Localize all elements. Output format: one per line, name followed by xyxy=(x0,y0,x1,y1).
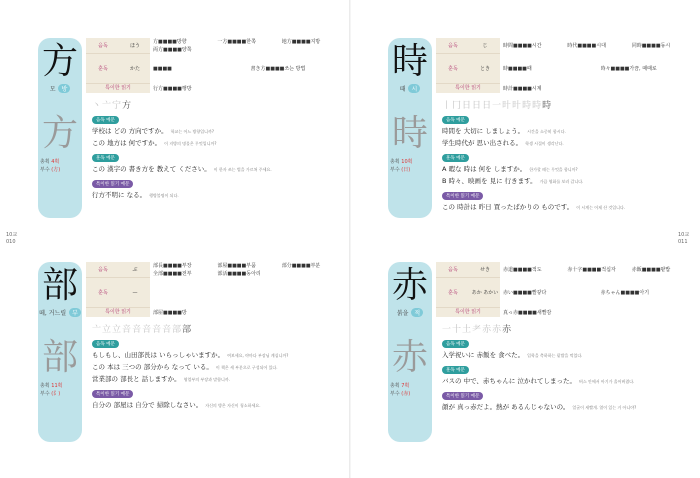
stroke-step: 部 xyxy=(172,325,183,335)
example-translation: 행방불명이 되다. xyxy=(149,193,179,198)
example-sentence: もしもし、山田部長は いらっしゃいますか。 여보세요, 야마다 부장님 계십니까? xyxy=(92,351,289,359)
stroke-step: 丶 xyxy=(92,101,103,111)
kunyomi-word: 時々■■■■가끔, 때때로 xyxy=(600,66,657,72)
section-label: 음독 예문 xyxy=(92,340,119,348)
special-reading-row: 특이한 읽기 真っ赤■■■■새빨감 xyxy=(436,308,698,317)
section-label: 음독 예문 xyxy=(442,340,469,348)
kanji-character-grey: 時 xyxy=(391,113,428,154)
special-reading-row: 특이한 읽기 行方■■■■행방 xyxy=(86,84,348,93)
special-reading-row: 특이한 읽기 部屋■■■■방 xyxy=(86,308,348,317)
example-translation: 이 시계는 어제 산 것입니다. xyxy=(576,205,626,210)
kanji-sound-pill: 적 xyxy=(411,308,423,317)
kunyomi-word: 書き方■■■■쓰는 방법 xyxy=(250,66,306,72)
kanji-character-grey: 赤 xyxy=(391,337,428,378)
onyomi-word: 赤道■■■■적도 xyxy=(503,267,542,273)
kanji-meaning: 때 시 xyxy=(388,84,432,93)
reading-table xyxy=(86,262,348,317)
stroke-step: 立 xyxy=(102,325,113,335)
stroke-step: 赤 xyxy=(492,325,503,335)
example-sentence: 学生時代が 思い出される。 학생 시절이 생각난다. xyxy=(442,139,564,147)
stroke-step: 部 xyxy=(182,325,193,335)
example-translation: 이 지방의 명물은 무엇입니까? xyxy=(164,141,217,146)
onyomi-word: 同時■■■■동시 xyxy=(631,43,671,49)
kanji-card xyxy=(388,38,698,238)
stroke-step: 丨 xyxy=(442,101,453,111)
onyomi-word: 部屋■■■■부품 xyxy=(217,263,256,269)
reading-table xyxy=(436,262,698,317)
stroke-step: 亠 xyxy=(102,101,113,111)
example-sentence: 営業部の 部長と 話しますか。 영업부의 부장과 말합니까. xyxy=(92,375,230,383)
stroke-order xyxy=(442,322,512,335)
kanji-card xyxy=(38,262,348,462)
kunyomi-word: 時■■■■때 xyxy=(503,66,532,72)
example-translation: 자신의 방은 자신이 청소하세요. xyxy=(205,403,261,408)
example-sentence: 行方不明に なる。 행방불명이 되다. xyxy=(92,191,179,199)
onyomi-word: 部長■■■■부장 xyxy=(153,263,192,269)
onyomi-row: 음독 ほう 方■■■■방향 一方■■■■한쪽 地方■■■■지방 両方■■■■양쪽 xyxy=(86,38,348,54)
section-label: 훈독 예문 xyxy=(442,366,469,374)
section-label: 특이한 읽기 예문 xyxy=(92,390,133,398)
special-reading-word: 真っ赤■■■■새빨감 xyxy=(503,309,552,316)
special-reading-word: 時計■■■■시계 xyxy=(503,85,542,92)
example-translation: 가끔 영화를 보러 갑니다. xyxy=(539,179,584,184)
example-sentence: この 時計は 昨日 買ったばかりの ものです。 이 시계는 어제 산 것입니다. xyxy=(442,203,626,211)
kanji-character: 部 xyxy=(41,265,78,306)
example-sentence: 学校は どの 方向ですか。 학교는 어느 방향입니까? xyxy=(92,127,214,135)
example-translation: 학생 시절이 생각난다. xyxy=(525,141,564,146)
example-translation: 여보세요, 야마다 부장님 계십니까? xyxy=(227,353,289,358)
stroke-step: 咅 xyxy=(162,325,173,335)
kanji-meaning: 모 방 xyxy=(38,84,82,93)
stroke-info: 총획 11획 부수 (阝) xyxy=(40,383,63,397)
section-label: 훈독 예문 xyxy=(442,154,469,162)
stroke-step: 咅 xyxy=(122,325,133,335)
stroke-step: 立 xyxy=(112,325,123,335)
section-label: 훈독 예문 xyxy=(92,154,119,162)
kunyomi-row: 훈독 — xyxy=(86,278,348,308)
kanji-character-grey: 部 xyxy=(41,337,78,378)
stroke-step: 咅 xyxy=(152,325,163,335)
onyomi-word: 一方■■■■한쪽 xyxy=(217,39,256,45)
kanji-sound-pill: 방 xyxy=(58,84,70,93)
kanji-sound-pill: 시 xyxy=(408,84,420,93)
onyomi-word: 全部■■■■전부 xyxy=(153,271,192,277)
onyomi-word: 時間■■■■시간 xyxy=(503,43,542,49)
onyomi-row: 음독 ぶ 部長■■■■부장 部屋■■■■부품 部分■■■■부분 全部■■■■전부 部活■■■■동아리 xyxy=(86,262,348,278)
stroke-info: 총획 7획 부수 (赤) xyxy=(390,383,411,397)
kunyomi-word: ■■■■ xyxy=(153,65,172,72)
onyomi-word: 両方■■■■양쪽 xyxy=(153,47,192,53)
stroke-info: 총획 10획 부수 (日) xyxy=(390,159,413,173)
kunyomi-row: 훈독 かた ■■■■ 書き方■■■■쓰는 방법 xyxy=(86,54,348,84)
stroke-step: 日 xyxy=(472,101,483,111)
kanji-character-grey: 方 xyxy=(41,113,78,154)
example-sentence: A 暇な 時は 何を しますか。 한가할 때는 무엇을 합니까? xyxy=(442,165,578,173)
kanji-character: 赤 xyxy=(391,265,428,306)
spread-divider xyxy=(349,0,351,478)
onyomi-word: 時代■■■■시대 xyxy=(567,43,606,49)
stroke-step: 赤 xyxy=(482,325,493,335)
stroke-step: 日 xyxy=(462,101,473,111)
section-label: 음독 예문 xyxy=(442,116,469,124)
example-translation: 이 한자 쓰는 법을 가르쳐 주세요. xyxy=(213,167,272,172)
stroke-step: 方 xyxy=(122,101,133,111)
example-translation: 영업부의 부장과 말합니까. xyxy=(183,377,230,382)
example-sentence: この 漢字の 書き方を 教えて ください。 이 한자 쓰는 법을 가르쳐 주세요. xyxy=(92,165,272,173)
kanji-character: 時 xyxy=(391,41,428,82)
stroke-step: 一 xyxy=(442,325,453,335)
special-reading-word: 部屋■■■■방 xyxy=(153,309,187,316)
onyomi-word: 方■■■■방향 xyxy=(153,39,187,45)
section-label: 특이한 읽기 예문 xyxy=(442,192,483,200)
special-reading-word: 行方■■■■행방 xyxy=(153,85,192,92)
example-translation: 한가할 때는 무엇을 합니까? xyxy=(529,167,578,172)
stroke-order xyxy=(92,98,132,111)
kanji-meaning: 떼, 거느릴 부 xyxy=(38,308,82,317)
example-sentence: 入学祝いに 赤飯を 食べた。 입학을 축하하는 팥밥을 먹었다. xyxy=(442,351,583,359)
onyomi-word: 赤十字■■■■적십자 xyxy=(567,267,616,273)
onyomi-word: 部分■■■■부분 xyxy=(281,263,321,269)
stroke-order xyxy=(442,98,552,111)
kunyomi-word: 赤い■■■■빨갛다 xyxy=(503,290,547,296)
onyomi-row: 음독 せき 赤道■■■■적도 赤十字■■■■적십자 赤飯■■■■팥밥 xyxy=(436,262,698,278)
example-translation: 이 책은 세 부분으로 구성되어 있다. xyxy=(215,365,278,370)
example-translation: 버스 안에서 아기가 울어버렸다. xyxy=(579,379,635,384)
onyomi-word: 地方■■■■지방 xyxy=(281,39,321,45)
page-number-right: 10교 011 xyxy=(678,232,690,245)
example-translation: 입학을 축하하는 팥밥을 먹었다. xyxy=(527,353,583,358)
example-sentence: 自分の 部屋は 自分で 掃除しなさい。 자신의 방은 자신이 청소하세요. xyxy=(92,401,261,409)
stroke-step: 日一 xyxy=(482,101,503,111)
stroke-step: 土 xyxy=(462,325,473,335)
stroke-step: 亠 xyxy=(92,325,103,335)
example-translation: 시간을 소중히 합시다. xyxy=(527,129,566,134)
kanji-meaning: 붉을 적 xyxy=(388,308,432,317)
kanji-card xyxy=(38,38,348,238)
example-translation: 얼굴이 새빨개. 열이 있는 거 아니야? xyxy=(572,405,637,410)
example-sentence: B 時々、映画を 見に 行きます。 가끔 영화를 보러 갑니다. xyxy=(442,177,584,185)
example-sentence: 時間を 大切に しましょう。 시간을 소중히 합시다. xyxy=(442,127,566,135)
kunyomi-row: 훈독 とき 時■■■■때 時々■■■■가끔, 때때로 xyxy=(436,54,698,84)
stroke-step: 十 xyxy=(452,325,463,335)
kunyomi-row: 훈독 あか あかい 赤い■■■■빨갛다 赤ちゃん■■■■아기 xyxy=(436,278,698,308)
page-number-left: 10교 010 xyxy=(6,232,18,245)
stroke-step: 耂 xyxy=(472,325,483,335)
section-label: 특이한 읽기 예문 xyxy=(442,392,483,400)
kanji-sound-pill: 부 xyxy=(69,308,81,317)
example-sentence: バスの 中で、赤ちゃんに 泣かれてしまった。 버스 안에서 아기가 울어버렸다. xyxy=(442,377,635,385)
example-sentence: この 地方は 何ですか。 이 지방의 명물은 무엇입니까? xyxy=(92,139,217,147)
stroke-step: 冂 xyxy=(452,101,463,111)
stroke-info: 총획 4획 부수 (方) xyxy=(40,159,61,173)
reading-table xyxy=(86,38,348,93)
stroke-step: 咅 xyxy=(142,325,153,335)
special-reading-row: 특이한 읽기 時計■■■■시계 xyxy=(436,84,698,93)
example-sentence: この 本は 三つの 部分から なって いる。 이 책은 세 부분으로 구성되어 있다. xyxy=(92,363,278,371)
kunyomi-word: 赤ちゃん■■■■아기 xyxy=(600,290,650,296)
example-translation: 학교는 어느 방향입니까? xyxy=(170,129,214,134)
stroke-step: 時 xyxy=(542,101,553,111)
section-label: 특이한 읽기 예문 xyxy=(92,180,133,188)
stroke-order xyxy=(92,322,192,335)
stroke-step: 赤 xyxy=(502,325,513,335)
stroke-step: 咅 xyxy=(132,325,143,335)
stroke-step: 時 xyxy=(522,101,533,111)
stroke-step: 旪 xyxy=(512,101,523,111)
stroke-step: 宁 xyxy=(112,101,123,111)
stroke-step: 時 xyxy=(532,101,543,111)
kanji-card xyxy=(388,262,698,462)
reading-table xyxy=(436,38,698,93)
stroke-step: 旪 xyxy=(502,101,513,111)
section-label: 음독 예문 xyxy=(92,116,119,124)
example-sentence: 顔が 真っ赤だよ。熱が あるんじゃないの。 얼굴이 새빨개. 열이 있는 거 아니야? xyxy=(442,403,637,411)
onyomi-row: 음독 じ 時間■■■■시간 時代■■■■시대 同時■■■■동시 xyxy=(436,38,698,54)
kanji-character: 方 xyxy=(41,41,78,82)
onyomi-word: 部活■■■■동아리 xyxy=(217,271,261,277)
onyomi-word: 赤飯■■■■팥밥 xyxy=(631,267,671,273)
